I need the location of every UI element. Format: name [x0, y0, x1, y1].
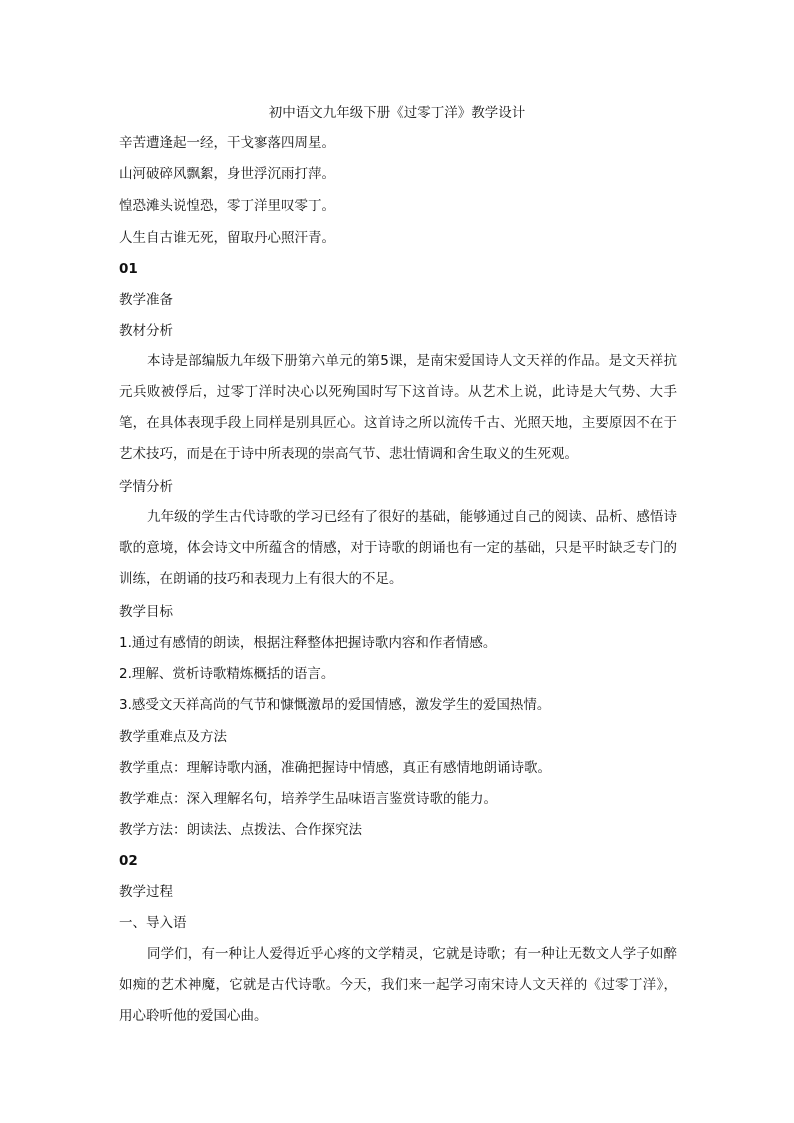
document-title: 初中语文九年级下册《过零丁洋》教学设计 [268, 105, 526, 121]
goal-item-2: 2.理解、赏析诗歌精炼概括的语言。 [119, 666, 335, 682]
paragraph-student-analysis: 九年级的学生古代诗歌的学习已经有了很好的基础，能够通过自己的阅读、品析、感悟诗歌的意境，体会诗文中所蕴含的情感，对于诗歌的朗诵也有一定的基础，只是平时缺乏专门的训练，在朗诵的技巧和表现力上有很大的不足。 [119, 509, 677, 587]
goal-item-1: 1.通过有感情的朗读，根据注释整体把握诗歌内容和作者情感。 [119, 635, 497, 651]
heading-focus-methods: 教学重难点及方法 [119, 729, 227, 745]
focus-difficult-point: 教学难点：深入理解名句，培养学生品味语言鉴赏诗歌的能力。 [119, 791, 497, 807]
heading-student-analysis: 学情分析 [119, 479, 173, 495]
paragraph-intro: 同学们，有一种让人爱得近乎心疼的文学精灵，它就是诗歌；有一种让无数文人学子如醉如痴的艺术神魔，它就是古代诗歌。今天，我们来一起学习南宋诗人文天祥的《过零丁洋》，用心聆听他的爱国心曲。 [119, 946, 677, 1024]
poem-line-1: 辛苦遭逢起一经，干戈寥落四周星。 [119, 135, 335, 151]
poem-line-4: 人生自古谁无死，留取丹心照汗青。 [119, 230, 335, 246]
section-title-process: 教学过程 [119, 884, 173, 900]
focus-key-point: 教学重点：理解诗歌内涵，准确把握诗中情感，真正有感情地朗诵诗歌。 [119, 760, 551, 776]
heading-material-analysis: 教材分析 [119, 323, 173, 339]
heading-teaching-goals: 教学目标 [119, 604, 173, 620]
paragraph-material-analysis: 本诗是部编版九年级下册第六单元的第5课，是南宋爱国诗人文天祥的作品。是文天祥抗元兵败被俘后，过零丁洋时决心以死殉国时写下这首诗。从艺术上说，此诗是大气势、大手笔，在具体表现手段上同样是别具匠心。这首诗之所以流传千古、光照天地，主要原因不在于艺术技巧，而是在于诗中所表现的崇高气节、悲壮情调和舍生取义的生死观。 [119, 353, 677, 462]
section-number-02: 02 [119, 853, 138, 869]
goal-item-3: 3.感受文天祥高尚的气节和慷慨激昂的爱国情感，激发学生的爱国热情。 [119, 697, 551, 713]
section-title-preparation: 教学准备 [119, 292, 173, 308]
poem-line-2: 山河破碎风飘絮，身世浮沉雨打萍。 [119, 166, 335, 182]
focus-methods: 教学方法：朗读法、点拨法、合作探究法 [119, 822, 362, 838]
heading-intro: 一、导入语 [119, 915, 187, 931]
poem-line-3: 惶恐滩头说惶恐，零丁洋里叹零丁。 [119, 198, 335, 214]
section-number-01: 01 [119, 261, 138, 277]
